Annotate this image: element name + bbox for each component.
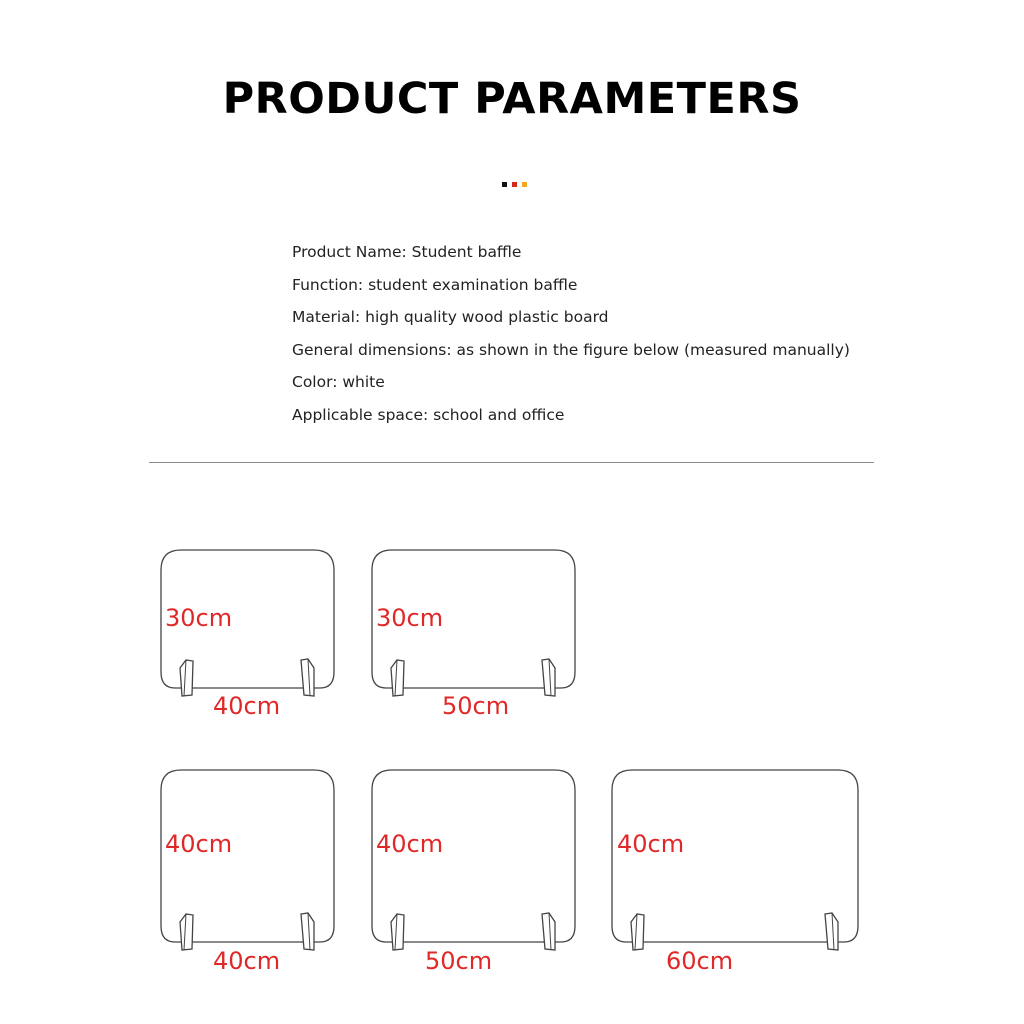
panel-height-label: 40cm — [617, 830, 685, 858]
panel-height-label: 40cm — [165, 830, 233, 858]
spec-product-name: Product Name: Student baffle — [292, 243, 522, 261]
spec-dimensions: General dimensions: as shown in the figure below (measured manually) — [292, 340, 850, 359]
panel-height-label: 30cm — [376, 604, 444, 632]
panel-diagram-5 — [612, 770, 858, 975]
panel-width-label: 40cm — [213, 947, 281, 975]
spec-material: Material: high quality wood plastic board — [292, 308, 609, 327]
panel-height-label: 30cm — [165, 604, 233, 632]
panel-diagram-3 — [161, 770, 334, 975]
panel-width-label: 50cm — [425, 947, 493, 975]
spec-function: Function: student examination baffle — [292, 275, 578, 294]
panel-height-label: 40cm — [376, 830, 444, 858]
spec-color: Color: white — [292, 373, 385, 392]
panel-diagram-2 — [372, 550, 575, 720]
panel-diagram-4 — [372, 770, 575, 975]
page-title: PRODUCT PARAMETERS — [222, 74, 802, 124]
panel-width-label: 40cm — [213, 692, 281, 720]
spec-applicable-space: Applicable space: school and office — [292, 405, 565, 424]
panel-width-label: 60cm — [666, 947, 734, 975]
panel-diagram-1 — [161, 550, 334, 720]
panel-width-label: 50cm — [442, 692, 510, 720]
